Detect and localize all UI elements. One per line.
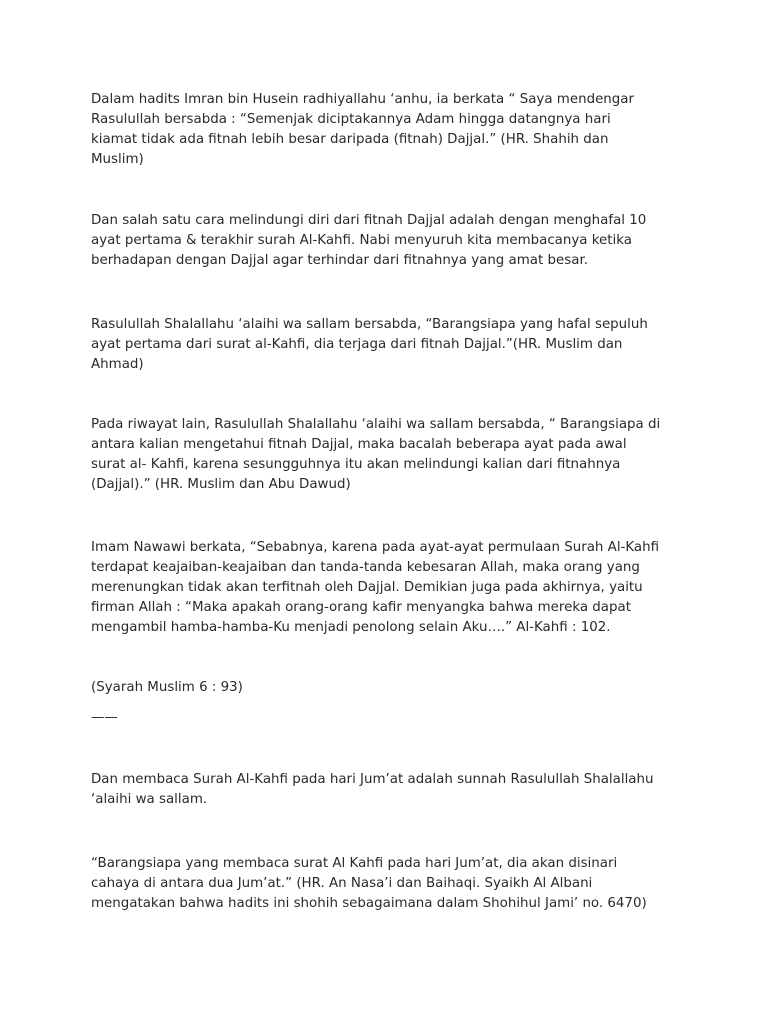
text-line: Imam Nawawi berkata, “Sebabnya, karena pada ayat-ayat permulaan Surah Al-Kahfi [91,540,660,555]
paragraph-hadith-friday-light [91,854,691,914]
text-line: ayat pertama dari surat al-Kahfi, dia terjaga dari fitnah Dajjal.”(HR. Muslim dan [91,337,623,352]
text-line: Dalam hadits Imran bin Husein radhiyallahu ‘anhu, ia berkata “ Saya mendengar [91,92,635,107]
text-line: antara kalian mengetahui fitnah Dajjal, maka bacalah beberapa ayat pada awal [91,437,627,452]
text-line: merenungkan tidak akan terfitnah oleh Dajjal. Demikian juga pada akhirnya, yaitu [91,580,643,595]
section-separator [91,708,691,728]
text-line: berhadapan dengan Dajjal agar terhindar dari fitnahnya yang amat besar. [91,253,588,268]
text-line: —— [91,710,118,725]
text-line: Dan salah satu cara melindungi diri dari fitnah Dajjal adalah dengan menghafal 10 [91,213,647,228]
paragraph-source-citation [91,678,691,698]
text-line: firman Allah : “Maka apakah orang-orang kafir menyangka bahwa mereka dapat [91,600,631,615]
paragraph-hadith-ten-verses [91,315,691,375]
text-line: (Dajjal).” (HR. Muslim dan Abu Dawud) [91,477,351,492]
text-line: terdapat keajaiban-keajaiban dan tanda-tanda kebesaran Allah, maka orang yang [91,560,640,575]
text-line: Muslim) [91,152,144,167]
paragraph-protection-method [91,211,691,271]
text-line: kiamat tidak ada fitnah lebih besar daripada (fitnah) Dajjal.” (HR. Shahih dan [91,132,609,147]
paragraph-hadith-imran [91,90,691,170]
paragraph-friday-sunnah [91,770,691,810]
text-line: mengatakan bahwa hadits ini shohih sebagaimana dalam Shohihul Jami’ no. 6470) [91,896,647,911]
text-line: Rasulullah Shalallahu ‘alaihi wa sallam bersabda, “Barangsiapa yang hafal sepuluh [91,317,648,332]
text-line: Dan membaca Surah Al-Kahfi pada hari Jum’at adalah sunnah Rasulullah Shalallahu [91,772,654,787]
text-line: Pada riwayat lain, Rasulullah Shalallahu ‘alaihi wa sallam bersabda, “ Barangsiapa di [91,417,661,432]
text-line: Ahmad) [91,357,144,372]
paragraph-other-narration [91,415,691,495]
text-line: mengambil hamba-hamba-Ku menjadi penolong selain Aku….” Al-Kahfi : 102. [91,620,611,635]
text-line: cahaya di antara dua Jum’at.” (HR. An Nasa’i dan Baihaqi. Syaikh Al Albani [91,876,593,891]
text-line: ayat pertama & terakhir surah Al-Kahfi. Nabi menyuruh kita membacanya ketika [91,233,632,248]
text-line: ‘alaihi wa sallam. [91,792,208,807]
text-line: (Syarah Muslim 6 : 93) [91,680,243,695]
paragraph-imam-nawawi [91,538,691,638]
text-line: Rasulullah bersabda : “Semenjak diciptakannya Adam hingga datangnya hari [91,112,611,127]
text-line: surat al- Kahfi, karena sesungguhnya itu akan melindungi kalian dari fitnahnya [91,457,621,472]
text-line: “Barangsiapa yang membaca surat Al Kahfi pada hari Jum’at, dia akan disinari [91,856,618,871]
